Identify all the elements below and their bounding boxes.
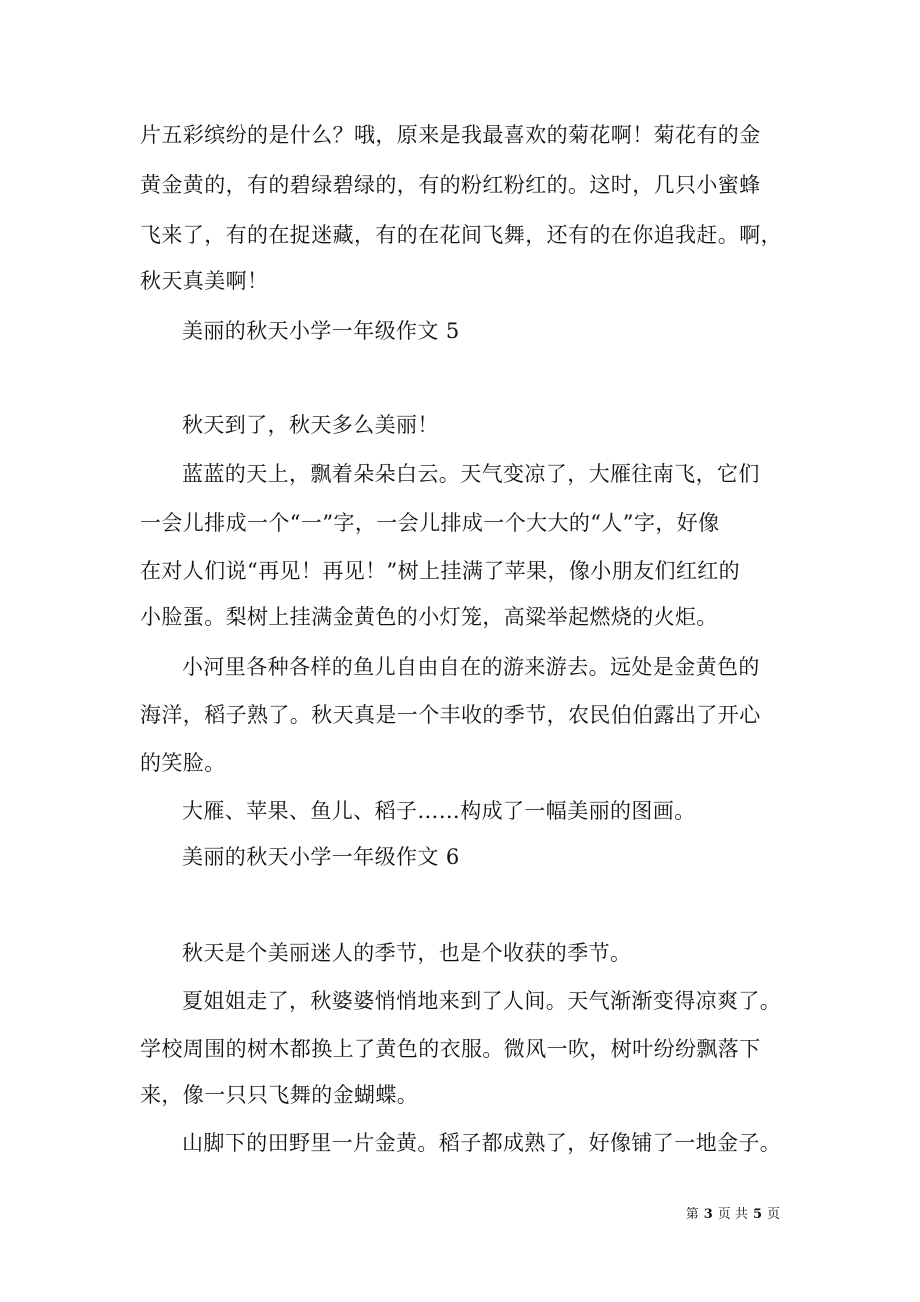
text-line: 山脚下的田野里一片金黄。稻子都成熟了，好像铺了一地金子。 [182, 1131, 782, 1155]
text-line: 片五彩缤纷的是什么？哦，原来是我最喜欢的菊花啊！菊花有的金 [140, 123, 761, 147]
text-line: 黄金黄的，有的碧绿碧绿的，有的粉红粉红的。这时，几只小蜜蜂 [140, 173, 761, 197]
section-heading: 美丽的秋天小学一年级作文 5 [182, 319, 460, 343]
text-line: 在对人们说“再见！再见！”树上挂满了苹果，像小朋友们红红的 [140, 559, 741, 583]
section-heading: 美丽的秋天小学一年级作文 6 [182, 845, 460, 869]
text-line: 秋天是个美丽迷人的季节，也是个收获的季节。 [182, 941, 632, 965]
text-line: 小河里各种各样的鱼儿自由自在的游来游去。远处是金黄色的 [182, 655, 760, 679]
text-line: 一会儿排成一个“一”字，一会儿排成一个大大的“人”字，好像 [140, 511, 720, 535]
text-line: 夏姐姐走了，秋婆婆悄悄地来到了人间。天气渐渐变得凉爽了。 [182, 989, 782, 1013]
text-line: 的笑脸。 [140, 751, 226, 775]
text-line: 小脸蛋。梨树上挂满金黄色的小灯笼，高粱举起燃烧的火炬。 [140, 605, 718, 629]
current-page-number: 3 [703, 1207, 713, 1222]
text-line: 大雁、苹果、鱼儿、稻子……构成了一幅美丽的图画。 [182, 799, 696, 823]
text-line: 秋天真美啊！ [140, 269, 269, 293]
text-line: 来，像一只只飞舞的金蝴蝶。 [140, 1083, 419, 1107]
total-pages-number: 5 [752, 1207, 762, 1222]
footer-suffix: 页 [766, 1207, 780, 1222]
footer-prefix: 第 [685, 1207, 699, 1222]
text-line: 飞来了，有的在捉迷藏，有的在花间飞舞，还有的在你追我赶。啊， [140, 223, 782, 247]
text-line: 蓝蓝的天上，飘着朵朵白云。天气变凉了，大雁往南飞，它们 [182, 462, 760, 486]
footer-middle: 页 共 [717, 1207, 748, 1222]
text-line: 秋天到了，秋天多么美丽！ [182, 413, 439, 437]
text-line: 学校周围的树木都换上了黄色的衣服。微风一吹，树叶纷纷飘落下 [140, 1037, 761, 1061]
page-footer [0, 1206, 780, 1224]
text-line: 海洋，稻子熟了。秋天真是一个丰收的季节，农民伯伯露出了开心 [140, 703, 761, 727]
